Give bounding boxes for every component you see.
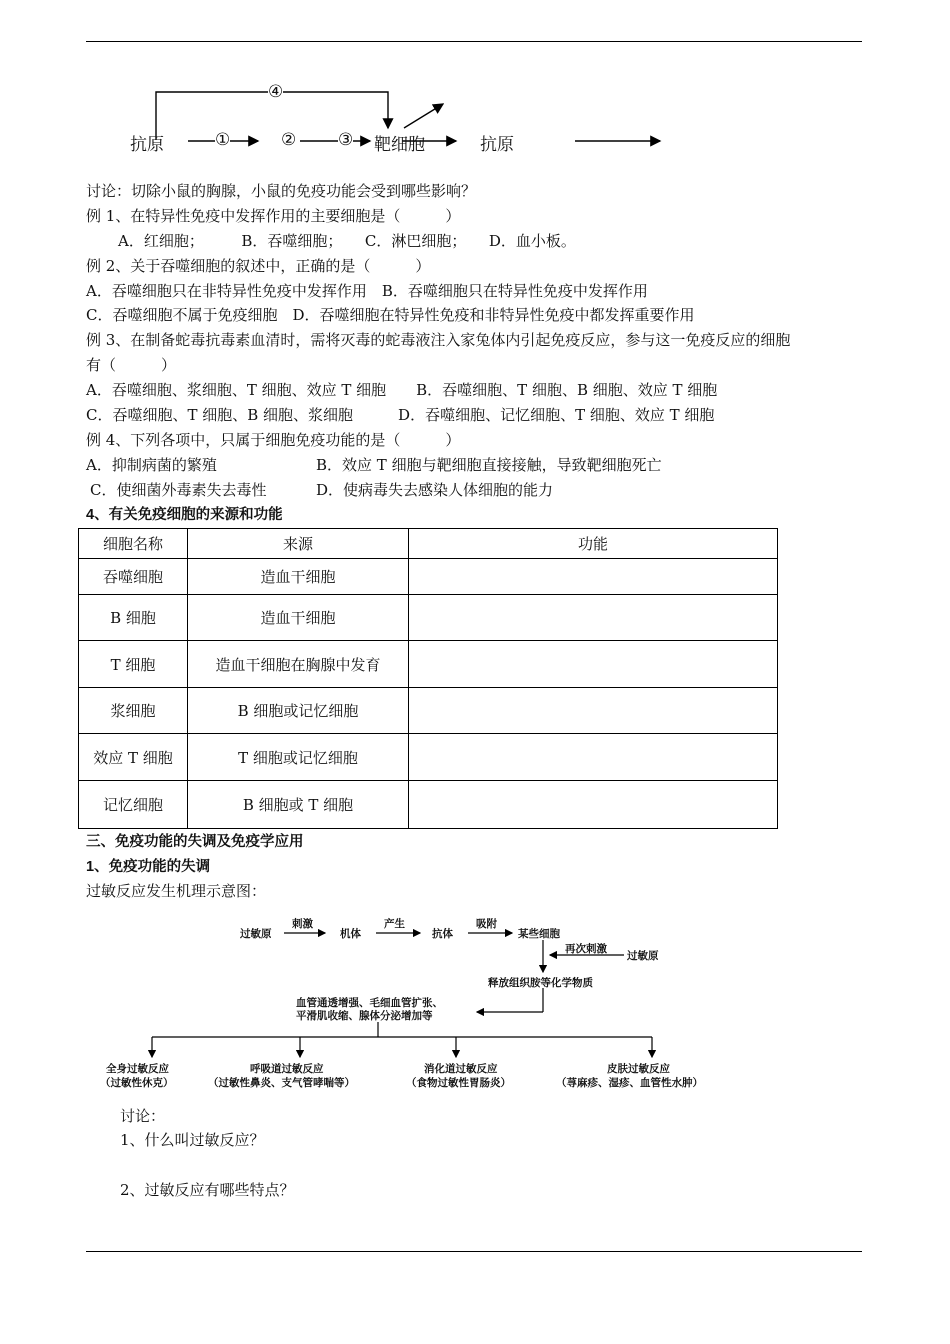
header-cell-name: 细胞名称 <box>79 529 188 559</box>
cell-name: 吞噬细胞 <box>79 559 188 595</box>
example-3-options-ab: A．吞噬细胞、浆细胞、T 细胞、效应 T 细胞 B．吞噬细胞、T 细胞、B 细胞、效应 T 细胞 <box>86 381 718 399</box>
outcome-skin-example: （荨麻疹、湿疹、血管性水肿） <box>556 1077 703 1089</box>
cell-name: 浆细胞 <box>79 688 188 734</box>
example-2-stem: 例 2、关于吞噬细胞的叙述中，正确的是（ ） <box>86 257 431 275</box>
cell-source: B 细胞或记忆细胞 <box>188 688 409 734</box>
question-1: 1、什么叫过敏反应？ <box>120 1131 265 1149</box>
section-heading-4: 4、有关免疫细胞的来源和功能 <box>86 507 283 523</box>
outcome-digestive-example: （食物过敏性胃肠炎） <box>406 1077 511 1089</box>
target-cell-label: 靶细胞 <box>374 135 425 155</box>
outcome-skin-name: 皮肤过敏反应 <box>607 1063 670 1075</box>
example-2-options-cd: C．吞噬细胞不属于免疫细胞 D．吞噬细胞在特异性免疫和非特异性免疫中都发挥重要作用 <box>86 306 695 324</box>
discussion-allergy: 讨论： <box>120 1107 166 1125</box>
adsorb-label: 吸附 <box>476 918 497 930</box>
produce-label: 产生 <box>384 918 405 930</box>
example-3-options-cd: C．吞噬细胞、T 细胞、B 细胞、浆细胞 D．吞噬细胞、记忆细胞、T 细胞、效应 T 细胞 <box>86 406 715 424</box>
header-function: 功能 <box>409 529 778 559</box>
cell-source: B 细胞或 T 细胞 <box>188 781 409 829</box>
section-heading-3: 三、免疫功能的失调及免疫学应用 <box>86 834 304 850</box>
footer-rule <box>86 1251 862 1252</box>
cell-source: 造血干细胞在胸腺中发育 <box>188 641 409 688</box>
outcome-systemic-example: （过敏性休克） <box>100 1077 174 1089</box>
stimulate-label: 刺激 <box>292 918 313 930</box>
step-1-label: ① <box>215 130 231 150</box>
example-4-option-d: D．使病毒失去感染人体细胞的能力 <box>316 481 554 499</box>
outcome-digestive-name: 消化道过敏反应 <box>424 1063 498 1075</box>
allergy-diagram-caption: 过敏反应发生机理示意图： <box>86 882 267 900</box>
body-label: 机体 <box>340 928 361 940</box>
question-2: 2、过敏反应有哪些特点？ <box>120 1181 295 1199</box>
cell-name: T 细胞 <box>79 641 188 688</box>
release-chemicals-label: 释放组织胺等化学物质 <box>488 977 593 989</box>
some-cells-label: 某些细胞 <box>518 928 560 940</box>
effects-line-2: 平滑肌收缩、腺体分泌增加等 <box>296 1010 433 1022</box>
example-1-stem: 例 1、在特异性免疫中发挥作用的主要细胞是（ ） <box>86 207 461 225</box>
allergen-again-label: 过敏原 <box>627 950 659 962</box>
example-4-option-a: A．抑制病菌的繁殖 <box>86 456 217 474</box>
antigen-left-label: 抗原 <box>130 135 164 155</box>
step-3-label: ③ <box>338 130 354 150</box>
cell-source: 造血干细胞 <box>188 595 409 641</box>
outcome-respiratory-name: 呼吸道过敏反应 <box>250 1063 324 1075</box>
cell-name: 效应 T 细胞 <box>79 734 188 781</box>
example-3-stem-cont: 有（ ） <box>86 356 177 374</box>
antigen-right-label: 抗原 <box>480 135 514 155</box>
step-2-label: ② <box>281 130 297 150</box>
section-heading-3-1: 1、免疫功能的失调 <box>86 859 211 875</box>
cell-name: 记忆细胞 <box>79 781 188 829</box>
cell-name: B 细胞 <box>79 595 188 641</box>
example-4-option-b: B．效应 T 细胞与靶细胞直接接触，导致靶细胞死亡 <box>316 456 662 474</box>
step-4-label: ④ <box>268 82 284 102</box>
outcome-systemic-name: 全身过敏反应 <box>106 1063 169 1075</box>
effects-line-1: 血管通透增强、毛细血管扩张、 <box>296 997 443 1009</box>
outcome-respiratory-example: （过敏性鼻炎、支气管哮喘等） <box>208 1077 355 1089</box>
example-4-option-c: C．使细菌外毒素失去毒性 <box>90 481 267 499</box>
example-2-options-ab: A．吞噬细胞只在非特异性免疫中发挥作用 B．吞噬细胞只在特异性免疫中发挥作用 <box>86 282 648 300</box>
cell-source: T 细胞或记忆细胞 <box>188 734 409 781</box>
antibody-label: 抗体 <box>432 928 453 940</box>
discussion-thymus: 讨论：切除小鼠的胸腺，小鼠的免疫功能会受到哪些影响？ <box>86 182 477 200</box>
again-stimulate-label: 再次刺激 <box>565 943 607 955</box>
example-3-stem: 例 3、在制备蛇毒抗毒素血清时，需将灭毒的蛇毒液注入家兔体内引起免疫反应，参与这一免疫反应的细胞 <box>86 331 791 349</box>
allergen-label: 过敏原 <box>240 928 272 940</box>
example-1-options: A．红细胞； B．吞噬细胞； C．淋巴细胞； D．血小板。 <box>118 232 576 250</box>
cell-source: 造血干细胞 <box>188 559 409 595</box>
example-4-stem: 例 4、下列各项中，只属于细胞免疫功能的是（ ） <box>86 431 461 449</box>
header-source: 来源 <box>188 529 409 559</box>
